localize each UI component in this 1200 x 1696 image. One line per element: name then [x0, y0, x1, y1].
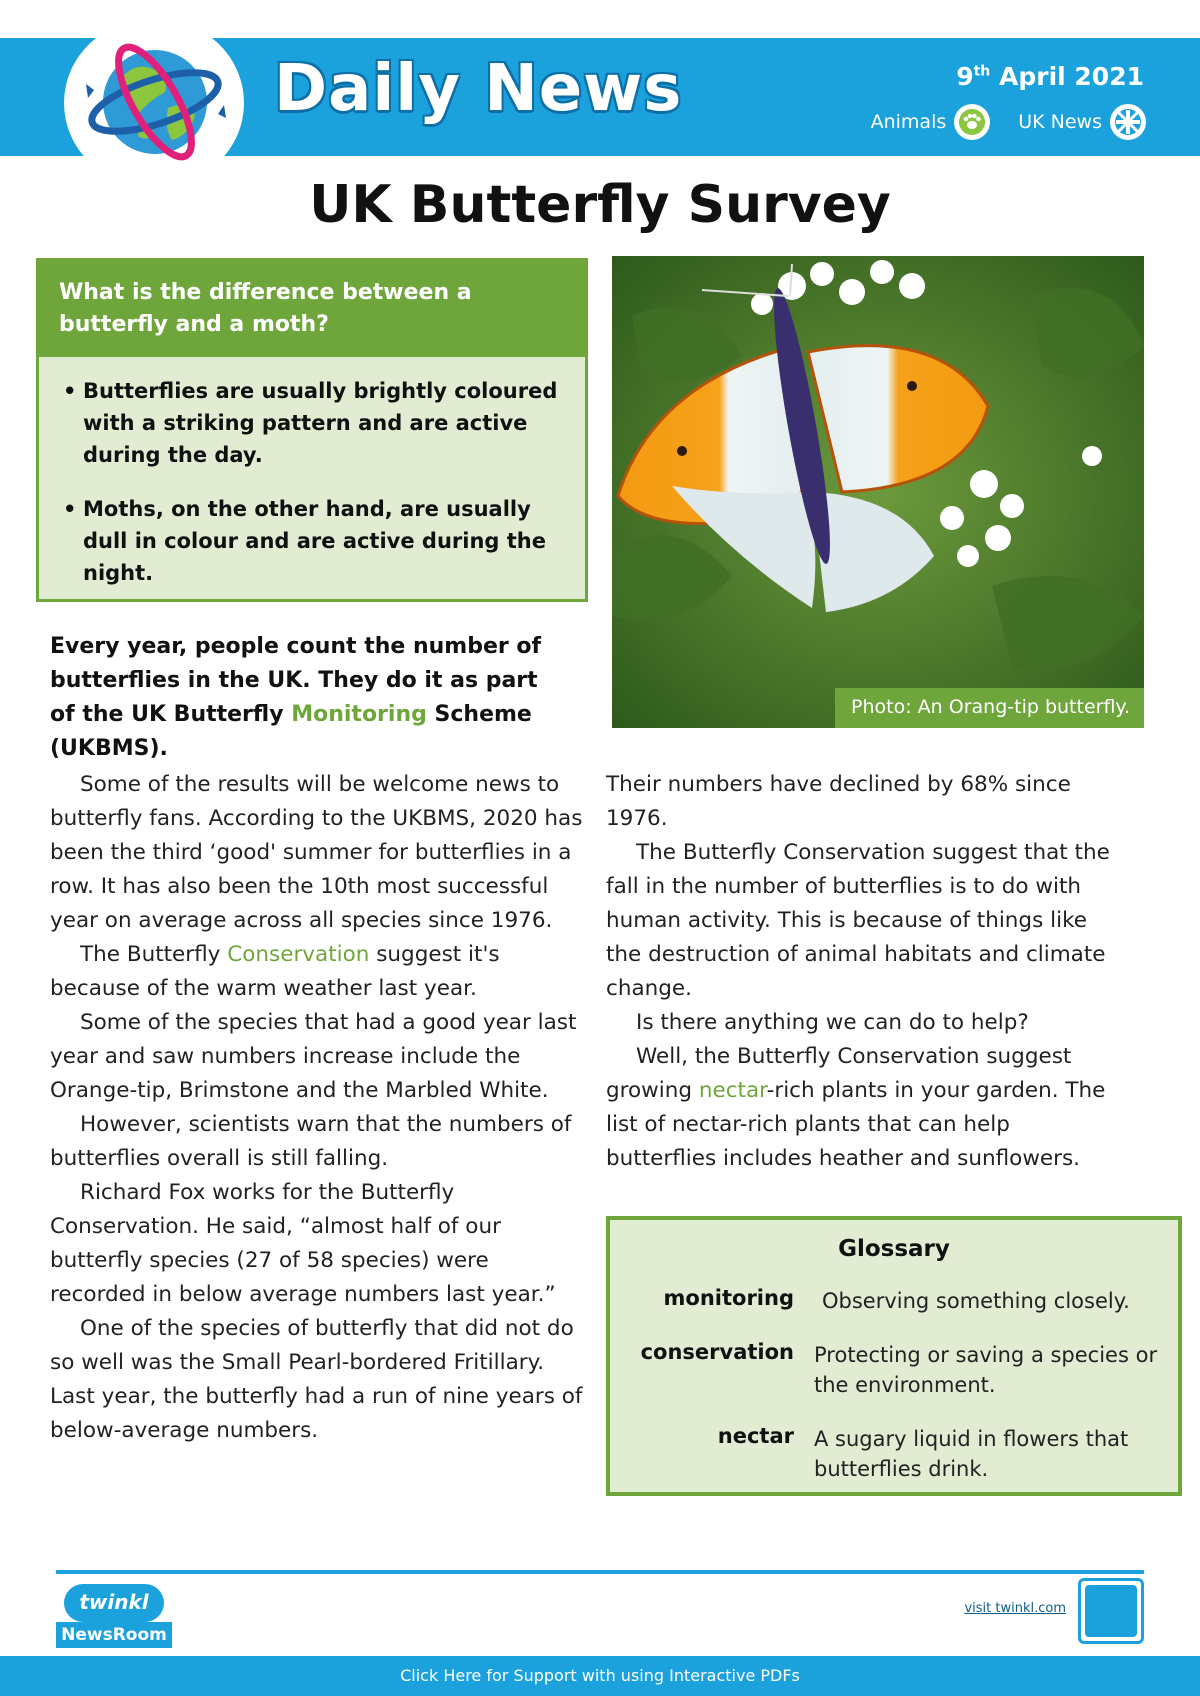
- paragraph: Well, the Butterfly Conservation suggest growing nectar-rich plants in your garden. The list of nectar-rich plants that can help butterflies includes heather and sunflowers.: [606, 1044, 1106, 1171]
- twinkl-newsroom-logo[interactable]: [56, 1584, 172, 1650]
- paragraph: Their numbers have declined by 68% since 1976.: [606, 772, 1071, 831]
- date-day: 9: [956, 62, 974, 91]
- tag-label-animals: Animals: [870, 111, 947, 133]
- visit-twinkl-link[interactable]: visit twinkl.com: [964, 1601, 1066, 1616]
- keyword-nectar: nectar: [698, 1078, 767, 1103]
- globe-logo-icon: [80, 30, 230, 170]
- glossary-definition: A sugary liquid in flowers that butterflies drink.: [814, 1427, 1129, 1481]
- butterfly-photo: [612, 256, 1144, 728]
- list-item: • Butterflies are usually brightly coloured with a striking pattern and are active during the day.: [61, 375, 565, 471]
- issue-date: [956, 62, 1144, 91]
- headline: UK Butterfly Survey: [309, 175, 891, 235]
- keyword-conservation: Conservation: [227, 942, 370, 967]
- paragraph: The Butterfly Conservation suggest it's because of the warm weather last year.: [50, 942, 500, 1001]
- photo-caption: Photo: An Orang-tip butterfly.: [835, 688, 1144, 728]
- glossary-box: [606, 1216, 1182, 1496]
- category-tags: [871, 104, 1146, 140]
- twinkl-logo-text: twinkl: [64, 1584, 164, 1622]
- article-intro: [50, 630, 570, 766]
- paragraph: Is there anything we can do to help?: [636, 1010, 1029, 1035]
- glossary-term: monitoring: [663, 1286, 794, 1310]
- info-box-list: [39, 357, 585, 589]
- date-suffix: th: [973, 63, 991, 80]
- paragraph: Some of the results will be welcome news to butterfly fans. According to the UKBMS, 2020 has been the third ‘good' summer for butterflies in a row. It has also been the 10th most successful year on average across all species since 1976.: [50, 772, 583, 933]
- intro-text-end: Scheme (UKBMS).: [50, 702, 532, 761]
- footer-divider: [56, 1570, 1144, 1574]
- support-link-bar[interactable]: Click Here for Support with using Interactive PDFs: [0, 1656, 1200, 1696]
- glossary-title: Glossary: [838, 1236, 950, 1262]
- paw-icon: [954, 104, 990, 140]
- paragraph: Some of the species that had a good year last year and saw numbers increase include the Orange-tip, Brimstone and the Marbled White.: [50, 1010, 577, 1103]
- glossary-definition: Protecting or saving a species or the environment.: [814, 1343, 1158, 1397]
- union-flag-icon: [1110, 104, 1146, 140]
- approved-badge-icon: [1078, 1578, 1144, 1644]
- date-month-year: April 2021: [999, 62, 1144, 91]
- article-column-right: [606, 768, 1126, 1176]
- intro-text: Every year, people count the number of butterflies in the UK. They do it as part of the UK Butterfly: [50, 634, 542, 727]
- paragraph: The Butterfly Conservation suggest that the fall in the number of butterflies is to do with human activity. This is because of things like the destruction of animal habitats and climate change.: [606, 840, 1110, 1001]
- paragraph: One of the species of butterfly that did not do so well was the Small Pearl-bordered Fritillary. Last year, the butterfly had a run of nine years of below-average numbers.: [50, 1316, 583, 1443]
- butterfly-image: [612, 256, 1144, 728]
- paragraph: However, scientists warn that the numbers of butterflies overall is still falling.: [50, 1112, 572, 1171]
- info-box-question: What is the difference between a butterfly and a moth?: [39, 261, 585, 357]
- article-column-left: [50, 768, 590, 1448]
- glossary-term: conservation: [640, 1340, 794, 1364]
- newsroom-logo-text: NewsRoom: [56, 1622, 172, 1648]
- glossary-term: nectar: [717, 1424, 794, 1448]
- intro-highlight: Monitoring: [291, 702, 427, 727]
- list-item: • Moths, on the other hand, are usually dull in colour and are active during the night.: [61, 493, 565, 589]
- masthead-title: Daily News: [274, 52, 683, 126]
- paragraph: Richard Fox works for the Butterfly Conservation. He said, “almost half of our butterfly species (27 of 58 species) were recorded in below average numbers last year.”: [50, 1180, 556, 1307]
- info-box: [36, 258, 588, 602]
- tag-label-uk-news: UK News: [1018, 111, 1102, 133]
- glossary-definition: Observing something closely.: [822, 1289, 1130, 1313]
